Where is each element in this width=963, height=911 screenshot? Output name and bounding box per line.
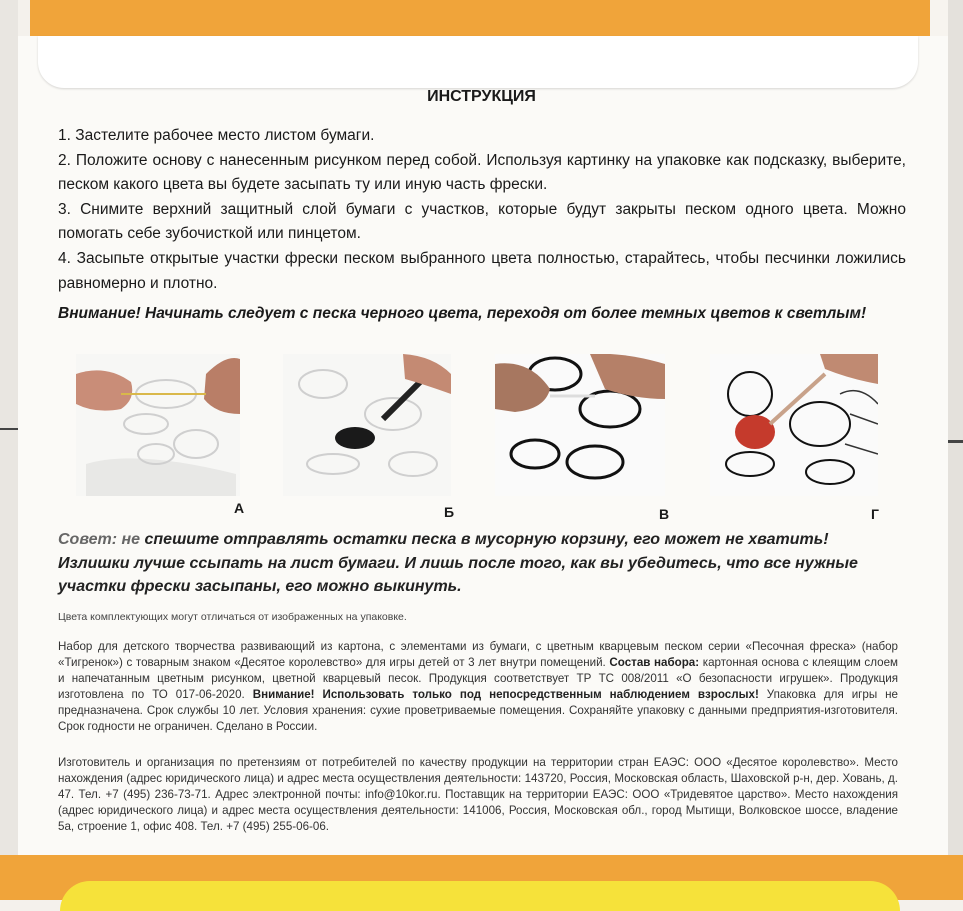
photo-label-g: Г — [871, 506, 879, 522]
top-white-tab — [38, 36, 918, 88]
tip-body: спешите отправлять остатки песка в мусорную корзину, его может не хватить! Излишки лучше ссыпать на лист бумаги. И лишь после того, как вы убедитесь, что все нужные участки фрески засыпаны, его можно выкинуть. — [58, 531, 858, 595]
right-edge — [948, 0, 963, 900]
composition-text — [58, 639, 898, 735]
step-3: 3. Снимите верхний защитный слой бумаги с участков, которые будут закрыты песком одного цвета. Можно помогать себе зубочисткой или пинцетом. — [58, 200, 906, 243]
instruction-title: ИНСТРУКЦИЯ — [427, 88, 536, 105]
composition-part-1: Набор для детского творчества развивающий из картона, с элементами из бумаги, с цветным кварцевым песком серии «Песочная фреска» (набор «Тигренок») с товарным знаком «Десятое королевство» для игры детей от 3 лет внутри помещений. — [58, 640, 898, 669]
step-2: 2. Положите основу с нанесенным рисунком перед собой. Используя картинку на упаковке как подсказку, выберите, песком какого цвета вы будете засыпать ту или иную часть фрески. — [58, 151, 906, 194]
step-photo-v — [495, 354, 665, 496]
photo-label-b: Б — [444, 504, 455, 520]
tip-text — [58, 528, 898, 599]
top-orange-band — [30, 0, 948, 38]
edge-mark — [0, 428, 18, 430]
composition-part-3: Упаковка для игры не предназначена. Срок службы 10 лет. Условия хранения: сухие проветриваемые помещения. Сохраняйте упаковку с данными предприятия-изготовителя. Срок годности не ограничен. Сделано в России. — [58, 688, 898, 733]
step-1: 1. Застелите рабочее место листом бумаги. — [58, 127, 375, 144]
composition-part-2: картонная основа с клеящим слоем и напечатанным цветным рисунком, цветной кварцевый песок. Продукция соответствует ТР ТС 008/2011 «О безопасности игрушек». Продукция изготовлена по ТО 017-06-2020. — [58, 656, 898, 701]
bottom-orange-band — [0, 855, 963, 900]
left-edge — [0, 0, 18, 900]
photo-label-a: А — [234, 500, 245, 516]
color-note: Цвета комплектующих могут отличаться от изображенных на упаковке. — [58, 611, 407, 623]
step-4: 4. Засыпьте открытые участки фрески песком выбранного цвета полностью, старайтесь, чтобы песчинки ложились равномерно и плотно. — [58, 249, 906, 292]
steps-list — [58, 124, 906, 296]
step-photo-b — [283, 354, 451, 496]
composition-bold-2: Внимание! Использовать только под непосредственным наблюдением взрослых! — [252, 688, 759, 701]
warning-text: Внимание! Начинать следует с песка черного цвета, переходя от более темных цветов к светлым! — [58, 305, 867, 322]
composition-bold-1: Состав набора: — [609, 656, 700, 669]
tip-lead: Совет: не — [58, 531, 141, 548]
manufacturer-text: Изготовитель и организация по претензиям от потребителей по качеству продукции на территории стран ЕАЭС: ООО «Десятое королевство». Место нахождения (адрес юридического лица) и адрес места осуществления деятельности: 143720, Россия, Московская область, Шаховской р-н, дер. Ховань, д. 47. Тел. +7 (495) 236-73-71. Адрес электронной почты: info@10kor.ru. Поставщик на территории ЕАЭС: ООО «Тридевятое царство». Место нахождения (адрес юридического лица) и адрес места осуществления деятельности: 141006, Россия, Московская обл., город Мытищи, Волковское шоссе, владение 5а, строение 1, офис 408. Тел. +7 (495) 255-06-06. — [58, 756, 898, 833]
photo-label-v: В — [659, 506, 670, 522]
step-photo-a — [76, 354, 240, 496]
step-photo-g — [710, 354, 878, 496]
